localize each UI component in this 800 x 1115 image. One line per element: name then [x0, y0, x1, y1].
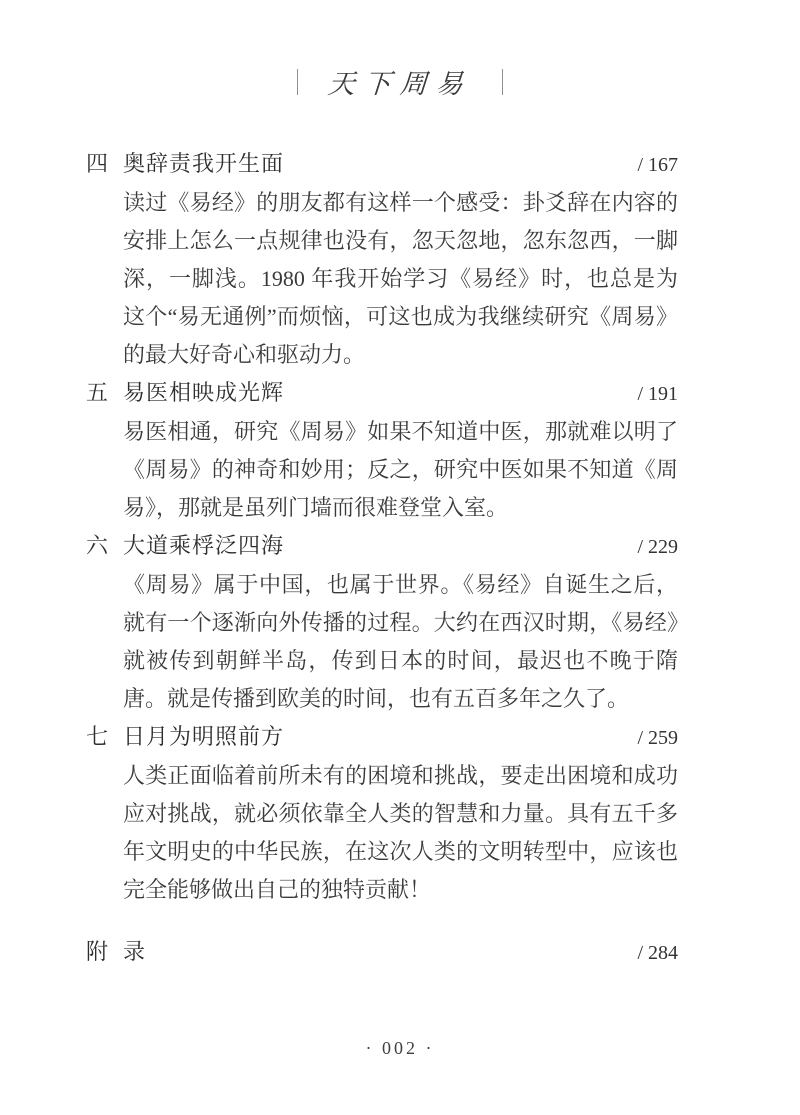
- book-title: 天下周易: [326, 69, 473, 99]
- chapter-description: 《周易》属于中国，也属于世界。《易经》自诞生之后，就有一个逐渐向外传播的过程。大约在西汉时期，《易经》就被传到朝鲜半岛，传到日本的时间，最迟也不晚于隋唐。就是传播到欧美的时间，也有五百多年之久了。: [123, 572, 678, 711]
- running-head: [0, 62, 800, 101]
- chapter-title: 录: [123, 939, 147, 964]
- chapter-description: 读过《易经》的朋友都有这样一个感受：卦爻辞在内容的安排上怎么一点规律也没有，忽天忽地，忽东忽西，一脚深，一脚浅。1980 年我开始学习《易经》时，也总是为这个“易无通例”而烦恼，可这也成为我继续研究《周易》的最大好奇心和驱动力。: [123, 190, 678, 367]
- toc-entry-heading: [86, 374, 678, 413]
- folio-page-number: · 002 ·: [365, 1038, 435, 1058]
- chapter-description: 人类正面临着前所未有的困境和挑战，要走出困境和成功应对挑战，就必须依靠全人类的智慧和力量。具有五千多年文明史的中华民族，在这次人类的文明转型中，应该也完全能够做出自己的独特贡献！: [123, 763, 678, 902]
- toc-entry: [86, 527, 678, 718]
- header-left-bar: [297, 69, 298, 95]
- chapter-page-number: / 167: [637, 154, 678, 176]
- chapter-page-number: / 229: [637, 536, 678, 558]
- toc-entry: [86, 718, 678, 909]
- chapter-title: 日月为明照前方: [123, 724, 285, 749]
- chapter-number: 六: [86, 533, 109, 558]
- chapter-title: 奥辞责我开生面: [123, 151, 285, 176]
- chapter-page-number: / 191: [637, 383, 678, 405]
- toc-entry-heading: [86, 527, 678, 566]
- toc-entry: [86, 374, 678, 527]
- chapter-title: 大道乘桴泛四海: [123, 533, 285, 558]
- chapter-number: 四: [86, 151, 109, 176]
- chapter-number: 五: [86, 380, 109, 405]
- chapter-title: 易医相映成光辉: [123, 380, 285, 405]
- toc-entry: [86, 145, 678, 374]
- chapter-number: 附: [86, 939, 109, 964]
- chapter-page-number: / 259: [637, 727, 678, 749]
- toc-entry-heading: [86, 718, 678, 757]
- chapter-page-number: / 284: [637, 942, 678, 964]
- header-right-bar: [502, 69, 503, 95]
- toc-entry-heading: [86, 145, 678, 184]
- toc-entry-appendix: [86, 933, 678, 972]
- toc-entry-heading: [86, 933, 678, 972]
- chapter-description: 易医相通，研究《周易》如果不知道中医，那就难以明了《周易》的神奇和妙用；反之，研究中医如果不知道《周易》，那就是虽列门墙而很难登堂入室。: [123, 419, 678, 520]
- table-of-contents: [0, 145, 800, 972]
- chapter-number: 七: [86, 724, 109, 749]
